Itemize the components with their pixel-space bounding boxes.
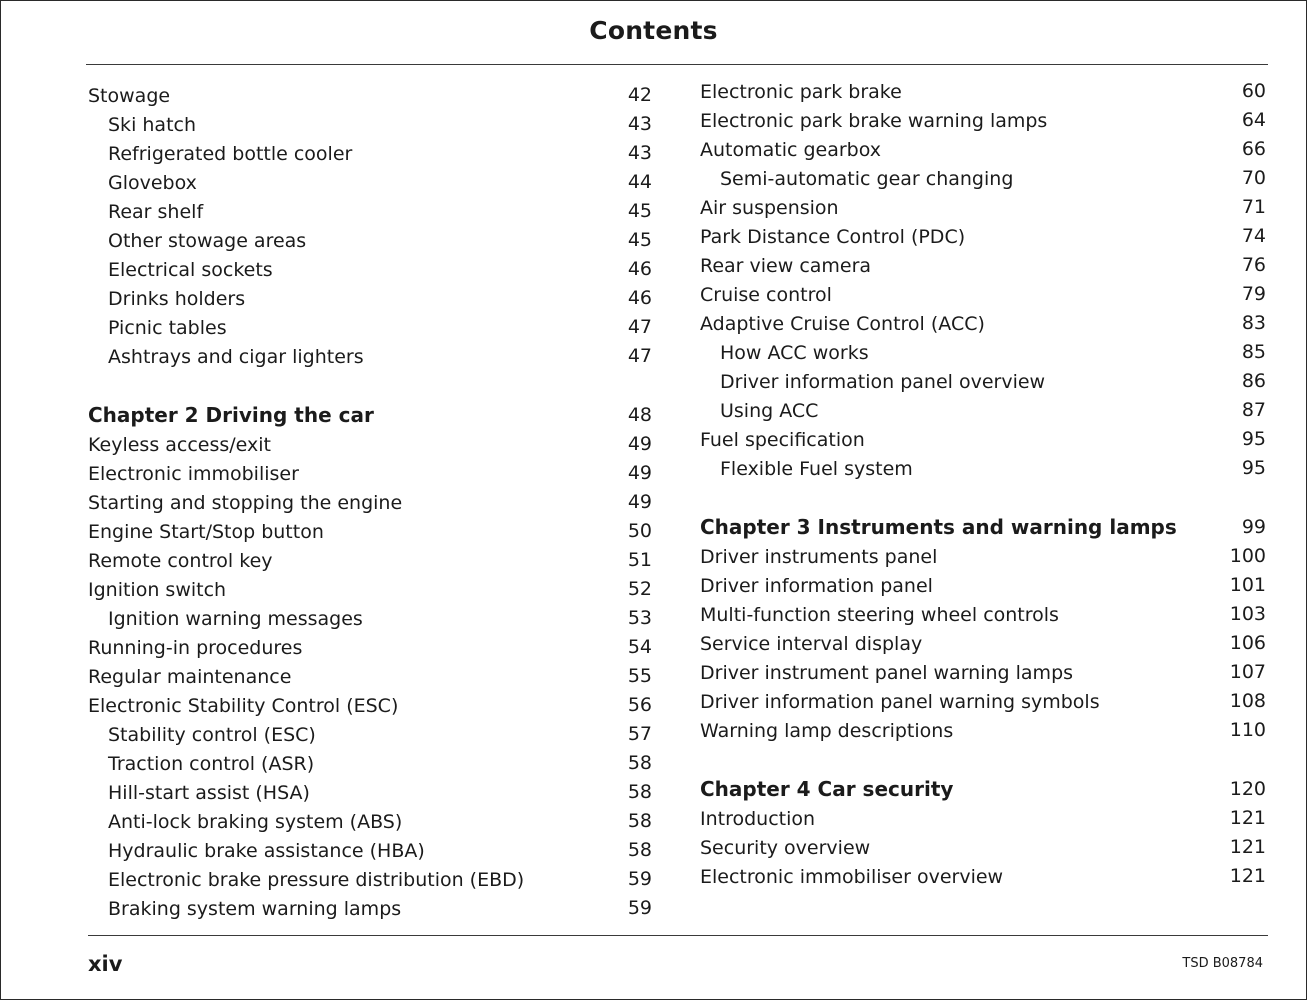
toc-subentry[interactable] bbox=[88, 779, 652, 808]
toc-entry-title: Ignition warning messages bbox=[108, 608, 363, 630]
toc-entry-title: Stowage bbox=[88, 85, 171, 107]
toc-entry[interactable] bbox=[700, 543, 1266, 572]
toc-page-number: 100 bbox=[1229, 545, 1266, 567]
toc-page-number: 74 bbox=[1241, 225, 1266, 247]
toc-entry-title: Driver information panel bbox=[700, 575, 933, 597]
toc-entry[interactable] bbox=[700, 863, 1266, 892]
toc-subentry[interactable] bbox=[88, 198, 652, 227]
toc-page-number: 52 bbox=[627, 578, 652, 600]
toc-page-number: 76 bbox=[1241, 254, 1266, 276]
toc-page-number: 49 bbox=[627, 491, 652, 513]
toc-chapter-heading[interactable] bbox=[700, 510, 1266, 543]
toc-entry[interactable] bbox=[700, 601, 1266, 630]
toc-entry-title: Chapter 3 Instruments and warning lamps bbox=[700, 515, 1177, 539]
toc-page-number: 79 bbox=[1241, 283, 1266, 305]
toc-entry[interactable] bbox=[700, 281, 1266, 310]
toc-page-number: 43 bbox=[627, 113, 652, 135]
toc-page-number: 85 bbox=[1241, 341, 1266, 363]
toc-page-number: 87 bbox=[1241, 399, 1266, 421]
toc-entry-title: Ignition switch bbox=[88, 579, 227, 601]
toc-entry-title: Traction control (ASR) bbox=[108, 753, 315, 775]
toc-page-number: 120 bbox=[1229, 778, 1266, 800]
toc-entry[interactable] bbox=[700, 310, 1266, 339]
toc-subentry[interactable] bbox=[88, 314, 652, 343]
toc-entry-title: Using ACC bbox=[720, 400, 819, 422]
toc-entry-title: Stability control (ESC) bbox=[108, 724, 316, 746]
toc-page-number: 108 bbox=[1229, 690, 1266, 712]
toc-subentry[interactable] bbox=[700, 455, 1266, 484]
toc-entry-title: Automatic gearbox bbox=[700, 139, 882, 161]
toc-entry[interactable] bbox=[700, 252, 1266, 281]
toc-entry-title: Braking system warning lamps bbox=[108, 898, 402, 920]
toc-page-number: 103 bbox=[1229, 603, 1266, 625]
toc-entry-title: Driver instrument panel warning lamps bbox=[700, 662, 1074, 684]
toc-page-number: 49 bbox=[627, 433, 652, 455]
title-rule bbox=[86, 64, 1268, 65]
toc-page-number: 71 bbox=[1241, 196, 1266, 218]
toc-chapter-heading[interactable] bbox=[88, 398, 652, 431]
toc-entry-title: Ashtrays and cigar lighters bbox=[108, 346, 364, 368]
toc-entry-title: Driver information panel overview bbox=[720, 371, 1046, 393]
toc-page-number: 64 bbox=[1241, 109, 1266, 131]
toc-subentry[interactable] bbox=[88, 111, 652, 140]
toc-entry-title: Drinks holders bbox=[108, 288, 246, 310]
toc-entry[interactable] bbox=[700, 805, 1266, 834]
toc-entry-title: Running-in procedures bbox=[88, 637, 303, 659]
toc-page-number: 66 bbox=[1241, 138, 1266, 160]
toc-page-number: 70 bbox=[1241, 167, 1266, 189]
toc-entry-title: Rear view camera bbox=[700, 255, 872, 277]
toc-page-number: 48 bbox=[627, 404, 652, 426]
toc-entry-title: Regular maintenance bbox=[88, 666, 292, 688]
toc-page-number: 101 bbox=[1229, 574, 1266, 596]
toc-entry-title: Hydraulic brake assistance (HBA) bbox=[108, 840, 425, 862]
toc-subentry[interactable] bbox=[88, 721, 652, 750]
toc-entry[interactable] bbox=[88, 547, 652, 576]
toc-subentry[interactable] bbox=[88, 750, 652, 779]
toc-entry-title: Starting and stopping the engine bbox=[88, 492, 403, 514]
toc-page-number: 59 bbox=[627, 868, 652, 890]
toc-entry[interactable] bbox=[88, 431, 652, 460]
toc-entry-title: Refrigerated bottle cooler bbox=[108, 143, 353, 165]
toc-entry[interactable] bbox=[700, 717, 1266, 746]
toc-entry[interactable] bbox=[700, 194, 1266, 223]
section-gap bbox=[700, 484, 1266, 510]
toc-entry[interactable] bbox=[700, 630, 1266, 659]
toc-page-number: 95 bbox=[1241, 457, 1266, 479]
toc-entry-title: Hill-start assist (HSA) bbox=[108, 782, 310, 804]
toc-entry-title: Adaptive Cruise Control (ACC) bbox=[700, 313, 985, 335]
toc-subentry[interactable] bbox=[88, 140, 652, 169]
toc-page-number: 51 bbox=[627, 549, 652, 571]
toc-page-number: 46 bbox=[627, 287, 652, 309]
toc-subentry[interactable] bbox=[88, 285, 652, 314]
toc-entry-title: Introduction bbox=[700, 808, 816, 830]
toc-page-number: 44 bbox=[627, 171, 652, 193]
toc-subentry[interactable] bbox=[88, 837, 652, 866]
toc-page-number: 107 bbox=[1229, 661, 1266, 683]
toc-page-number: 59 bbox=[627, 897, 652, 919]
toc-entry-title: Multi-function steering wheel controls bbox=[700, 604, 1059, 626]
toc-subentry[interactable] bbox=[88, 866, 652, 895]
toc-subentry[interactable] bbox=[700, 368, 1266, 397]
toc-entry[interactable] bbox=[700, 107, 1266, 136]
toc-entry-title: Electronic immobiliser overview bbox=[700, 866, 1004, 888]
toc-entry-title: Electronic park brake bbox=[700, 81, 902, 103]
toc-page-number: 50 bbox=[627, 520, 652, 542]
toc-entry-title: Remote control key bbox=[88, 550, 273, 572]
toc-entry-title: Service interval display bbox=[700, 633, 923, 655]
toc-page-number: 58 bbox=[627, 839, 652, 861]
toc-entry-title: Park Distance Control (PDC) bbox=[700, 226, 966, 248]
toc-page-number: 57 bbox=[627, 723, 652, 745]
toc-page-number: 55 bbox=[627, 665, 652, 687]
toc-page-number: 42 bbox=[627, 84, 652, 106]
toc-entry[interactable] bbox=[88, 692, 652, 721]
toc-subentry[interactable] bbox=[88, 227, 652, 256]
toc-page-number: 121 bbox=[1229, 836, 1266, 858]
toc-subentry[interactable] bbox=[88, 605, 652, 634]
toc-chapter-heading[interactable] bbox=[700, 772, 1266, 805]
toc-subentry[interactable] bbox=[700, 397, 1266, 426]
toc-entry-title: Picnic tables bbox=[108, 317, 227, 339]
toc-entry[interactable] bbox=[700, 688, 1266, 717]
toc-entry[interactable] bbox=[700, 223, 1266, 252]
section-gap bbox=[700, 746, 1266, 772]
toc-entry-title: Driver information panel warning symbols bbox=[700, 691, 1100, 713]
toc-subentry[interactable] bbox=[88, 808, 652, 837]
toc-page-number: 121 bbox=[1229, 807, 1266, 829]
toc-page-number: 121 bbox=[1229, 865, 1266, 887]
toc-page-number: 58 bbox=[627, 752, 652, 774]
toc-entry-title: Anti-lock braking system (ABS) bbox=[108, 811, 403, 833]
toc-entry-title: How ACC works bbox=[720, 342, 869, 364]
toc-entry[interactable] bbox=[700, 834, 1266, 863]
footer-rule bbox=[88, 935, 1268, 936]
toc-subentry[interactable] bbox=[88, 169, 652, 198]
page-number: xiv bbox=[88, 952, 123, 976]
toc-entry[interactable] bbox=[88, 634, 652, 663]
toc-entry-title: Electrical sockets bbox=[108, 259, 273, 281]
toc-subentry[interactable] bbox=[700, 165, 1266, 194]
toc-page-number: 60 bbox=[1241, 80, 1266, 102]
toc-page-number: 99 bbox=[1241, 516, 1266, 538]
toc-page-number: 86 bbox=[1241, 370, 1266, 392]
toc-subentry[interactable] bbox=[700, 339, 1266, 368]
contents-column-right bbox=[700, 78, 1266, 892]
toc-entry-title: Rear shelf bbox=[108, 201, 204, 223]
page-title: Contents bbox=[589, 16, 718, 45]
section-gap bbox=[88, 372, 652, 398]
toc-entry[interactable] bbox=[88, 82, 652, 111]
toc-entry-title: Engine Start/Stop button bbox=[88, 521, 324, 543]
toc-entry-title: Electronic immobiliser bbox=[88, 463, 299, 485]
toc-page-number: 106 bbox=[1229, 632, 1266, 654]
toc-entry[interactable] bbox=[88, 576, 652, 605]
toc-entry-title: Cruise control bbox=[700, 284, 832, 306]
toc-page-number: 54 bbox=[627, 636, 652, 658]
document-code: TSD B08784 bbox=[1182, 956, 1263, 971]
toc-entry[interactable] bbox=[700, 426, 1266, 455]
toc-page-number: 53 bbox=[627, 607, 652, 629]
toc-entry-title: Electronic brake pressure distribution (EBD) bbox=[108, 869, 525, 891]
toc-page-number: 95 bbox=[1241, 428, 1266, 450]
toc-entry-title: Security overview bbox=[700, 837, 871, 859]
toc-entry-title: Ski hatch bbox=[108, 114, 197, 136]
toc-page-number: 56 bbox=[627, 694, 652, 716]
toc-page-number: 43 bbox=[627, 142, 652, 164]
toc-page-number: 47 bbox=[627, 345, 652, 367]
toc-entry-title: Chapter 4 Car security bbox=[700, 777, 954, 801]
toc-entry[interactable] bbox=[88, 489, 652, 518]
toc-subentry[interactable] bbox=[88, 256, 652, 285]
toc-entry[interactable] bbox=[700, 572, 1266, 601]
toc-entry-title: Electronic park brake warning lamps bbox=[700, 110, 1048, 132]
toc-entry-title: Fuel specification bbox=[700, 429, 865, 451]
toc-page-number: 45 bbox=[627, 229, 652, 251]
toc-entry-title: Warning lamp descriptions bbox=[700, 720, 954, 742]
toc-page-number: 58 bbox=[627, 781, 652, 803]
toc-page-number: 47 bbox=[627, 316, 652, 338]
toc-page-number: 83 bbox=[1241, 312, 1266, 334]
toc-entry-title: Driver instruments panel bbox=[700, 546, 938, 568]
toc-subentry[interactable] bbox=[88, 895, 652, 924]
toc-entry-title: Keyless access/exit bbox=[88, 434, 272, 456]
toc-entry[interactable] bbox=[700, 78, 1266, 107]
toc-entry-title: Semi-automatic gear changing bbox=[720, 168, 1014, 190]
toc-page-number: 49 bbox=[627, 462, 652, 484]
toc-entry-title: Flexible Fuel system bbox=[720, 458, 913, 480]
toc-entry-title: Other stowage areas bbox=[108, 230, 307, 252]
contents-column-left bbox=[88, 82, 652, 924]
toc-entry-title: Electronic Stability Control (ESC) bbox=[88, 695, 399, 717]
toc-entry[interactable] bbox=[88, 460, 652, 489]
toc-page-number: 46 bbox=[627, 258, 652, 280]
toc-page-number: 58 bbox=[627, 810, 652, 832]
toc-entry-title: Chapter 2 Driving the car bbox=[88, 403, 374, 427]
toc-entry-title: Air suspension bbox=[700, 197, 839, 219]
toc-page-number: 45 bbox=[627, 200, 652, 222]
toc-entry[interactable] bbox=[700, 659, 1266, 688]
toc-entry[interactable] bbox=[88, 663, 652, 692]
toc-page-number: 110 bbox=[1229, 719, 1266, 741]
toc-entry[interactable] bbox=[88, 518, 652, 547]
toc-subentry[interactable] bbox=[88, 343, 652, 372]
toc-entry-title: Glovebox bbox=[108, 172, 197, 194]
toc-entry[interactable] bbox=[700, 136, 1266, 165]
